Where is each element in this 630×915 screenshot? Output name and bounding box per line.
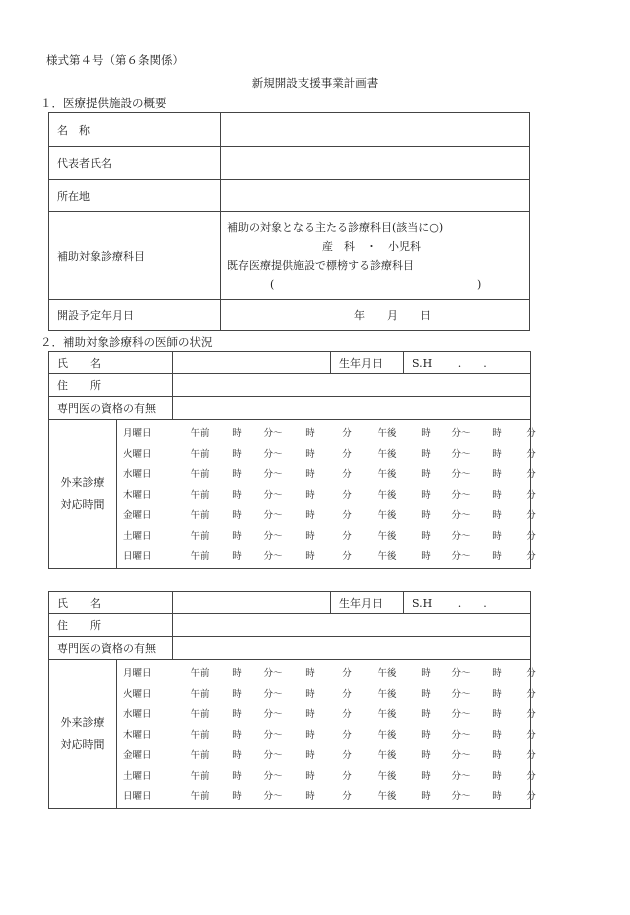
am-start-hour[interactable]: 時 xyxy=(232,729,242,741)
pm-start-hour[interactable]: 時 xyxy=(421,688,431,700)
am-label: 午前 xyxy=(190,428,210,440)
pm-label: 午後 xyxy=(377,688,397,700)
pm-start-minute[interactable]: 分〜 xyxy=(451,729,471,741)
am-end-hour[interactable]: 時 xyxy=(305,489,315,501)
schedule-row xyxy=(117,422,545,443)
am-end-hour[interactable]: 時 xyxy=(305,791,315,803)
pm-start-minute[interactable]: 分〜 xyxy=(451,770,471,782)
schedule-row xyxy=(117,785,545,806)
am-start-hour[interactable]: 時 xyxy=(232,448,242,460)
am-start-minute[interactable]: 分〜 xyxy=(263,709,283,721)
pm-start-minute[interactable]: 分〜 xyxy=(451,448,471,460)
pm-end-hour[interactable]: 時 xyxy=(492,729,502,741)
hours-label-line2: 対応時間 xyxy=(60,737,105,751)
pm-label: 午後 xyxy=(377,469,397,481)
am-start-hour[interactable]: 時 xyxy=(232,770,242,782)
pm-end-minute[interactable]: 分 xyxy=(526,428,536,440)
pm-label: 午後 xyxy=(377,489,397,501)
pm-start-hour[interactable]: 時 xyxy=(421,510,431,522)
pm-end-minute[interactable]: 分 xyxy=(526,770,536,782)
am-end-minute[interactable]: 分 xyxy=(342,530,352,542)
pm-start-hour[interactable]: 時 xyxy=(421,530,431,542)
specialist-label: 専門医の資格の有無 xyxy=(49,397,173,420)
am-start-minute[interactable]: 分〜 xyxy=(263,510,283,522)
subjects-choice: 産 科 ・ 小児科 xyxy=(322,239,421,253)
pm-start-hour[interactable]: 時 xyxy=(421,750,431,762)
am-end-hour[interactable]: 時 xyxy=(305,469,315,481)
pm-start-minute[interactable]: 分〜 xyxy=(451,791,471,803)
pm-end-minute[interactable]: 分 xyxy=(526,448,536,460)
doctor-address-label: 住 所 xyxy=(49,614,173,637)
schedule-row xyxy=(117,545,545,566)
day-label: 土曜日 xyxy=(123,770,152,782)
pm-start-minute[interactable]: 分〜 xyxy=(451,551,471,563)
am-label: 午前 xyxy=(190,530,210,542)
pm-end-minute[interactable]: 分 xyxy=(526,688,536,700)
am-label: 午前 xyxy=(190,448,210,460)
pm-label: 午後 xyxy=(377,668,397,680)
facility-address-field[interactable] xyxy=(221,180,530,212)
representative-label: 代表者氏名 xyxy=(49,147,221,180)
pm-label: 午後 xyxy=(377,510,397,522)
form-number-label: 様式第４号（第６条関係） xyxy=(46,53,184,67)
am-start-hour[interactable]: 時 xyxy=(232,551,242,563)
pm-end-minute[interactable]: 分 xyxy=(526,668,536,680)
schedule-row xyxy=(117,765,545,786)
am-label: 午前 xyxy=(190,688,210,700)
facility-address-label: 所在地 xyxy=(49,180,221,212)
paren-close: ) xyxy=(477,277,482,291)
day-label: 火曜日 xyxy=(123,688,152,700)
pm-start-minute[interactable]: 分〜 xyxy=(451,428,471,440)
pm-end-hour[interactable]: 時 xyxy=(492,791,502,803)
am-start-hour[interactable]: 時 xyxy=(232,489,242,501)
pm-start-hour[interactable]: 時 xyxy=(421,489,431,501)
section1-heading: １．医療提供施設の概要 xyxy=(40,96,167,110)
schedule-row xyxy=(117,463,545,484)
am-label: 午前 xyxy=(190,551,210,563)
birth-date-field[interactable]: S.H . . xyxy=(404,592,531,614)
am-start-minute[interactable]: 分〜 xyxy=(263,688,283,700)
pm-start-hour[interactable]: 時 xyxy=(421,469,431,481)
schedule-grid xyxy=(117,422,545,566)
pm-end-hour[interactable]: 時 xyxy=(492,448,502,460)
pm-start-hour[interactable]: 時 xyxy=(421,448,431,460)
day-label: 水曜日 xyxy=(123,469,152,481)
am-start-minute[interactable]: 分〜 xyxy=(263,668,283,680)
am-end-hour[interactable]: 時 xyxy=(305,530,315,542)
am-start-minute[interactable]: 分〜 xyxy=(263,428,283,440)
specialist-field[interactable] xyxy=(173,637,531,660)
am-start-hour[interactable]: 時 xyxy=(232,709,242,721)
pm-start-minute[interactable]: 分〜 xyxy=(451,469,471,481)
am-end-minute[interactable]: 分 xyxy=(342,791,352,803)
am-end-minute[interactable]: 分 xyxy=(342,551,352,563)
am-end-minute[interactable]: 分 xyxy=(342,668,352,680)
am-end-minute[interactable]: 分 xyxy=(342,428,352,440)
pm-end-hour[interactable]: 時 xyxy=(492,428,502,440)
pm-end-minute[interactable]: 分 xyxy=(526,489,536,501)
pm-end-hour[interactable]: 時 xyxy=(492,668,502,680)
hours-label-line1: 外来診療 xyxy=(60,475,105,489)
am-end-hour[interactable]: 時 xyxy=(305,448,315,460)
day-label: 月曜日 xyxy=(123,428,152,440)
birth-date-field[interactable]: S.H . . xyxy=(404,352,531,374)
doctor-address-field[interactable] xyxy=(173,374,531,397)
day-label: 日曜日 xyxy=(123,551,152,563)
pm-end-minute[interactable]: 分 xyxy=(526,510,536,522)
hours-label xyxy=(49,660,117,809)
day-label: 水曜日 xyxy=(123,709,152,721)
am-end-hour[interactable]: 時 xyxy=(305,668,315,680)
pm-end-hour[interactable]: 時 xyxy=(492,770,502,782)
open-date-label: 開設予定年月日 xyxy=(49,300,221,331)
hours-label xyxy=(49,420,117,569)
day-label: 金曜日 xyxy=(123,750,152,762)
am-start-hour[interactable]: 時 xyxy=(232,791,242,803)
pm-start-hour[interactable]: 時 xyxy=(421,709,431,721)
am-end-minute[interactable]: 分 xyxy=(342,510,352,522)
am-start-hour[interactable]: 時 xyxy=(232,530,242,542)
schedule-row xyxy=(117,525,545,546)
am-start-hour[interactable]: 時 xyxy=(232,510,242,522)
birth-date-label: 生年月日 xyxy=(331,352,404,374)
pm-end-minute[interactable]: 分 xyxy=(526,729,536,741)
pm-start-minute[interactable]: 分〜 xyxy=(451,668,471,680)
pm-label: 午後 xyxy=(377,551,397,563)
pm-start-minute[interactable]: 分〜 xyxy=(451,688,471,700)
am-start-minute[interactable]: 分〜 xyxy=(263,770,283,782)
pm-end-hour[interactable]: 時 xyxy=(492,551,502,563)
pm-end-minute[interactable]: 分 xyxy=(526,530,536,542)
specialist-label: 専門医の資格の有無 xyxy=(49,637,173,660)
day-label: 日曜日 xyxy=(123,791,152,803)
hours-label-line1: 外来診療 xyxy=(60,715,105,729)
am-start-minute[interactable]: 分〜 xyxy=(263,530,283,542)
pm-end-hour[interactable]: 時 xyxy=(492,510,502,522)
pm-start-hour[interactable]: 時 xyxy=(421,668,431,680)
pm-end-hour[interactable]: 時 xyxy=(492,709,502,721)
pm-end-minute[interactable]: 分 xyxy=(526,750,536,762)
day-label: 火曜日 xyxy=(123,448,152,460)
day-label: 月曜日 xyxy=(123,668,152,680)
am-start-hour[interactable]: 時 xyxy=(232,688,242,700)
pm-end-hour[interactable]: 時 xyxy=(492,750,502,762)
am-end-hour[interactable]: 時 xyxy=(305,709,315,721)
schedule-row xyxy=(117,662,545,683)
am-end-hour[interactable]: 時 xyxy=(305,750,315,762)
specialist-field[interactable] xyxy=(173,397,531,420)
pm-label: 午後 xyxy=(377,750,397,762)
pm-end-minute[interactable]: 分 xyxy=(526,791,536,803)
am-end-hour[interactable]: 時 xyxy=(305,688,315,700)
am-end-minute[interactable]: 分 xyxy=(342,729,352,741)
day-label: 木曜日 xyxy=(123,489,152,501)
am-start-hour[interactable]: 時 xyxy=(232,469,242,481)
am-end-minute[interactable]: 分 xyxy=(342,770,352,782)
pm-label: 午後 xyxy=(377,428,397,440)
subjects-line1: 補助の対象となる主たる診療科目(該当に○) xyxy=(227,220,444,234)
am-start-hour[interactable]: 時 xyxy=(232,428,242,440)
am-label: 午前 xyxy=(190,489,210,501)
schedule-row xyxy=(117,443,545,464)
document-title: 新規開設支援事業計画書 xyxy=(251,76,379,90)
am-end-hour[interactable]: 時 xyxy=(305,551,315,563)
pm-start-hour[interactable]: 時 xyxy=(421,791,431,803)
paren-open: ( xyxy=(270,277,275,291)
pm-start-minute[interactable]: 分〜 xyxy=(451,750,471,762)
pm-end-hour[interactable]: 時 xyxy=(492,489,502,501)
subjects-label: 補助対象診療科目 xyxy=(49,212,221,300)
pm-label: 午後 xyxy=(377,530,397,542)
pm-start-hour[interactable]: 時 xyxy=(421,551,431,563)
pm-end-minute[interactable]: 分 xyxy=(526,469,536,481)
am-label: 午前 xyxy=(190,729,210,741)
am-end-minute[interactable]: 分 xyxy=(342,688,352,700)
am-start-minute[interactable]: 分〜 xyxy=(263,551,283,563)
pm-start-minute[interactable]: 分〜 xyxy=(451,709,471,721)
am-start-minute[interactable]: 分〜 xyxy=(263,750,283,762)
am-end-hour[interactable]: 時 xyxy=(305,729,315,741)
doctor-name-field[interactable] xyxy=(173,352,331,374)
schedule-row xyxy=(117,504,545,525)
schedule-cell xyxy=(117,660,536,809)
schedule-row xyxy=(117,484,545,505)
day-label: 金曜日 xyxy=(123,510,152,522)
doctor-name-label: 氏 名 xyxy=(49,352,173,374)
doctor-name-field[interactable] xyxy=(173,592,331,614)
facility-name-label: 名 称 xyxy=(49,113,221,147)
facility-overview-table xyxy=(48,112,530,331)
schedule-row xyxy=(117,703,545,724)
pm-label: 午後 xyxy=(377,770,397,782)
am-start-minute[interactable]: 分〜 xyxy=(263,729,283,741)
pm-end-hour[interactable]: 時 xyxy=(492,530,502,542)
am-start-minute[interactable]: 分〜 xyxy=(263,469,283,481)
am-label: 午前 xyxy=(190,770,210,782)
doctor-name-label: 氏 名 xyxy=(49,592,173,614)
open-date-field[interactable]: 年 月 日 xyxy=(221,300,530,331)
am-start-minute[interactable]: 分〜 xyxy=(263,791,283,803)
representative-field[interactable] xyxy=(221,147,530,180)
am-end-minute[interactable]: 分 xyxy=(342,469,352,481)
am-end-minute[interactable]: 分 xyxy=(342,489,352,501)
schedule-row xyxy=(117,683,545,704)
am-label: 午前 xyxy=(190,709,210,721)
am-end-hour[interactable]: 時 xyxy=(305,510,315,522)
pm-start-hour[interactable]: 時 xyxy=(421,428,431,440)
pm-start-hour[interactable]: 時 xyxy=(421,770,431,782)
pm-start-minute[interactable]: 分〜 xyxy=(451,510,471,522)
am-label: 午前 xyxy=(190,750,210,762)
pm-end-hour[interactable]: 時 xyxy=(492,688,502,700)
am-start-minute[interactable]: 分〜 xyxy=(263,448,283,460)
am-end-hour[interactable]: 時 xyxy=(305,770,315,782)
subjects-line3: 既存医療提供施設で標榜する診療科目 xyxy=(227,258,414,272)
am-end-hour[interactable]: 時 xyxy=(305,428,315,440)
am-label: 午前 xyxy=(190,668,210,680)
birth-date-label: 生年月日 xyxy=(331,592,404,614)
pm-end-hour[interactable]: 時 xyxy=(492,469,502,481)
pm-start-hour[interactable]: 時 xyxy=(421,729,431,741)
pm-label: 午後 xyxy=(377,729,397,741)
schedule-cell xyxy=(117,420,536,569)
pm-end-minute[interactable]: 分 xyxy=(526,551,536,563)
day-label: 木曜日 xyxy=(123,729,152,741)
pm-start-minute[interactable]: 分〜 xyxy=(451,489,471,501)
subjects-cell[interactable] xyxy=(221,212,530,300)
pm-label: 午後 xyxy=(377,448,397,460)
schedule-grid xyxy=(117,662,545,806)
pm-label: 午後 xyxy=(377,709,397,721)
facility-name-field[interactable] xyxy=(221,113,530,147)
section2-heading: ２．補助対象診療科の医師の状況 xyxy=(40,335,213,349)
am-start-minute[interactable]: 分〜 xyxy=(263,489,283,501)
am-start-hour[interactable]: 時 xyxy=(232,668,242,680)
doctor-table xyxy=(48,591,536,809)
doctor-table xyxy=(48,351,536,569)
schedule-row xyxy=(117,724,545,745)
am-label: 午前 xyxy=(190,510,210,522)
day-label: 土曜日 xyxy=(123,530,152,542)
am-label: 午前 xyxy=(190,791,210,803)
pm-start-minute[interactable]: 分〜 xyxy=(451,530,471,542)
am-end-minute[interactable]: 分 xyxy=(342,750,352,762)
am-start-hour[interactable]: 時 xyxy=(232,750,242,762)
am-end-minute[interactable]: 分 xyxy=(342,709,352,721)
pm-end-minute[interactable]: 分 xyxy=(526,709,536,721)
am-end-minute[interactable]: 分 xyxy=(342,448,352,460)
doctor-address-label: 住 所 xyxy=(49,374,173,397)
doctor-address-field[interactable] xyxy=(173,614,531,637)
schedule-row xyxy=(117,744,545,765)
hours-label-line2: 対応時間 xyxy=(60,497,105,511)
am-label: 午前 xyxy=(190,469,210,481)
pm-label: 午後 xyxy=(377,791,397,803)
